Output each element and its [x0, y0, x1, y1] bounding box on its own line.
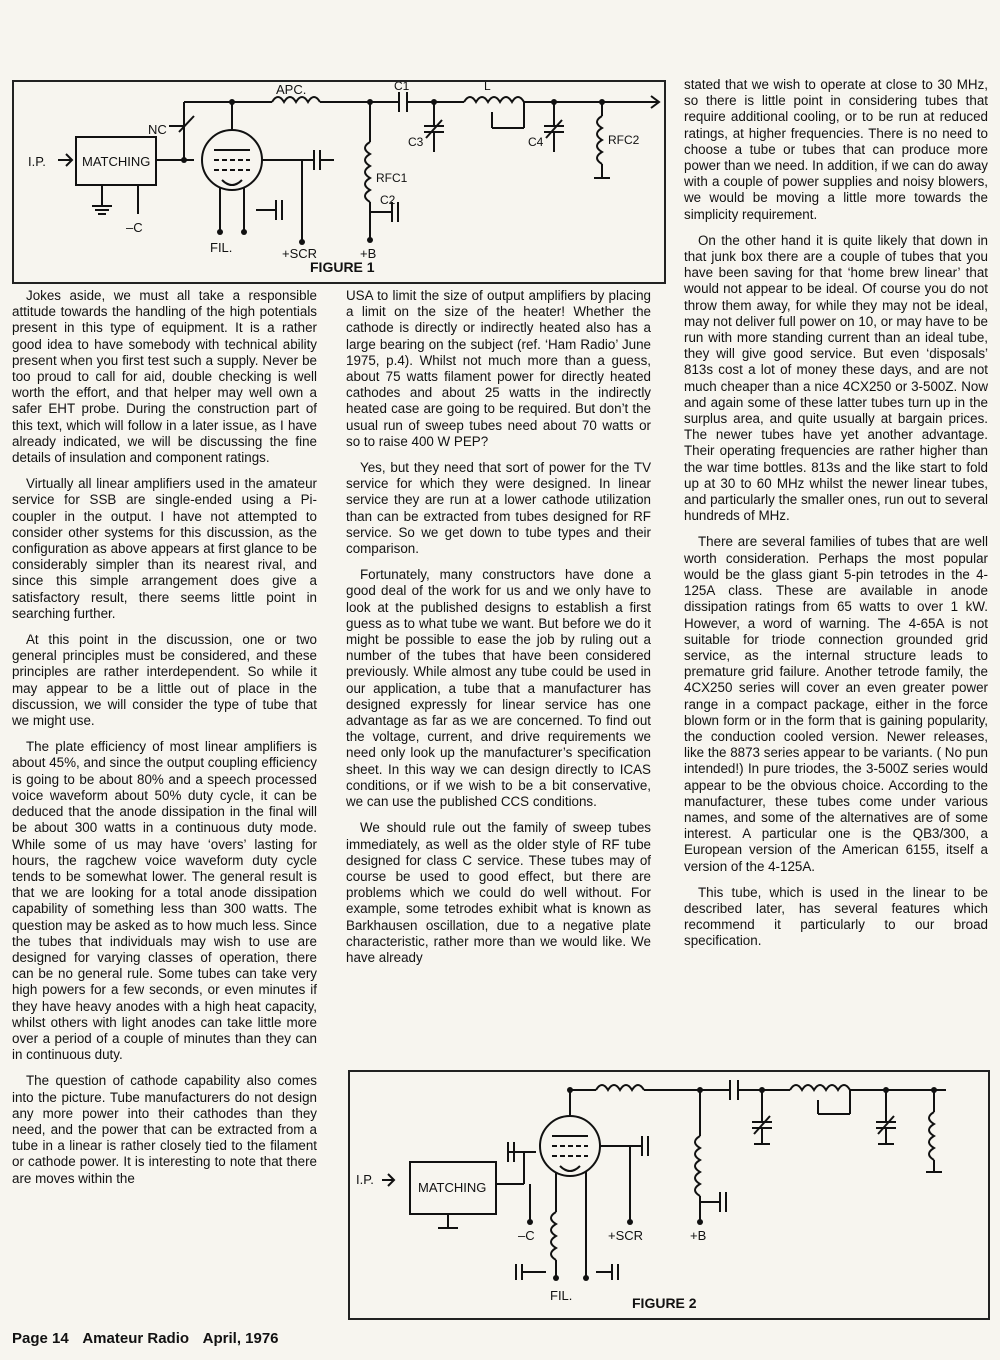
magazine-name: Amateur Radio	[82, 1330, 190, 1347]
fig1-c3-label: C3	[408, 135, 424, 149]
fig2-input-label: I.P.	[356, 1172, 374, 1187]
fig1-fil-label: FIL.	[210, 240, 233, 255]
fig2-fil-label: FIL.	[550, 1288, 573, 1303]
column-1	[12, 288, 317, 1197]
fig2-matching-label: MATCHING	[418, 1180, 487, 1195]
col2-paragraph: We should rule out the family of sweep tubes immediately, as well as the older style of RF tube designed for class C service. These tubes may of course be used to good effect, but there are problems which we could do well without. For example, some tetrodes exhibit what is known as Barkhausen oscillation, due to a negative plate characteristic, rather more than we would like. We have already	[346, 820, 651, 965]
fig1-input-label: I.P.	[28, 154, 46, 169]
fig1-rfc1-label: RFC1	[376, 171, 408, 185]
figure-1-schematic	[14, 82, 664, 282]
col2-paragraph: USA to limit the size of output amplifiers by placing a limit on the size of the heater! Whether the cathode is directly or indirectly heated also has a large bearing on the subject (ref. ‘Ham Radio’ June 1975, p.4). Whilst not much more than a guess, about 75 watts filament power for directly heated cathodes and about 25 watts in the indirectly heated case are going to be required. But don’t the usual run of sweep tubes need about 70 watts or so to raise 400 W PEP?	[346, 288, 651, 449]
page-footer	[12, 1330, 289, 1347]
fig1-l-label: L	[484, 82, 491, 93]
fig2-b-label: +B	[690, 1228, 707, 1243]
fig2-caption: FIGURE 2	[632, 1295, 697, 1311]
fig2-scr-label: +SCR	[608, 1228, 644, 1243]
fig1-b-label: +B	[360, 246, 377, 261]
col1-paragraph: Jokes aside, we must all take a responsible attitude towards the handling of the high potentials present in this type of equipment. It is a rather good idea to have somebody with technical ability present when you first test such a supply. Never be too proud to call for aid, double checking is well worth the effort, and that helper may well own a safer EHT probe. During the construction part of this text, which will follow in a later issue, as I have already indicated, we will be discussing the fine details of insulation and component ratings.	[12, 288, 317, 466]
figure-2-schematic	[350, 1072, 988, 1318]
fig1-neg-c-label: –C	[126, 220, 143, 235]
fig1-matching-label: MATCHING	[82, 154, 151, 169]
col3-paragraph: stated that we wish to operate at close to 30 MHz, so there is little point in considering tubes that require additional cooling, or to be run at reduced ratings, at higher frequencies. There is no need to choose a tube or tubes that can produce more power than we need. In addition, if we can do away with a couple of power supplies and noisy blowers, we would be moving a little more towards the simplicity requirement.	[684, 77, 988, 222]
fig1-apc-label: APC.	[276, 82, 307, 97]
fig1-c1-label: C1	[394, 82, 410, 93]
fig2-neg-c-label: –C	[518, 1228, 535, 1243]
column-2	[346, 288, 651, 976]
col1-paragraph: At this point in the discussion, one or two general principles must be considered, and these principles are rather interdependent. So while it may appear to be a little out of place in the discussion, we will consider the type of tube that we might use.	[12, 632, 317, 729]
page-number: Page 14	[12, 1330, 69, 1347]
figure-2	[348, 1070, 990, 1320]
col2-paragraph: Fortunately, many constructors have done a good deal of the work for us and we only have to look at the published designs to establish a first guess as to what tube we want. But before we do it might be possible to ease the job by ruling out a number of the tubes that have been considered previously. While almost any tube could be used in our application, a tube that a manufacturer has designed expressly for linear service has one advantage as far as we are concerned. To find out the voltage, current, and drive requirements we need only look up the manufacturer’s specification sheet. In this way we can design directly to ICAS conditions, or if we wish to be a bit conservative, we can use the published CCS conditions.	[346, 567, 651, 810]
fig1-c4-label: C4	[528, 135, 544, 149]
col3-paragraph: There are several families of tubes that are well worth consideration. Perhaps the most popular would be the glass giant 5-pin tetrodes in the 4-125A class. These are available in anode dissipation ratings from 65 watts to over 1 kW. However, a word of warning. The 4-65A is not suitable for triode connection grounded grid service, as the internal structure leads to premature grid failure. Another tetrode family, the 4CX250 series will cover an even greater power range in a compact package, either in the force blown form or in the form that is gaining popularity, the conduction cooled version. Newer releases, like the 8873 series appear to be variants. ( No pun intended!) In pure triodes, the 3-500Z series would appear to be the obvious choice. According to the manufacturer, these tubes come under various names, and some of the alternatives are of some interest. A particular one is the QB3/300, a European version of the American 6155, itself a version of the 4-125A.	[684, 534, 988, 874]
col1-paragraph: Virtually all linear amplifiers used in the amateur service for SSB are single-ended using a Pi-coupler in the output. I have not attempted to consider other systems for this discussion, as the configuration as above appears at first glance to be considerably simpler than its nearest rival, and since this simple arrangement does give a satisfactory result, there seems little point in searching further.	[12, 476, 317, 621]
col1-paragraph: The question of cathode capability also comes into the picture. Tube manufacturers do not design any more power into their cathodes than they need, and the power that can be extracted from a tube in a linear is rather closely tied to the filament or cathode power. It is interesting to note that there are moves within the	[12, 1073, 317, 1186]
issue-date: April, 1976	[202, 1330, 279, 1347]
col3-paragraph: This tube, which is used in the linear to be described later, has several features which recommend it particularly to our broad specification.	[684, 884, 988, 949]
col1-paragraph: The plate efficiency of most linear amplifiers is about 45%, and since the output coupling efficiency is going to be about 80% and a speech processed voice waveform about 50% duty cycle, it can be deduced that the anode dissipation in the final will be about 300 watts in a continuous duty mode. While some of us may have ‘overs’ lasting for hours, the ragchew voice waveform duty cycle tends to be somewhat lower. The general result is that we are looking for a total anode dissipation capability of something less than 300 watts. The question may be asked as to how much less. Since the tubes that individuals may wish to use are designed for varying classes of operation, there can be no general rule. Some tubes can take very high powers for a few seconds, or even minutes if they have heavy anodes with a high heat capacity, whilst others with light anodes can take little more over a period of a couple of minutes than they can in continuous duty.	[12, 739, 317, 1063]
fig1-c2-label: C2	[380, 193, 396, 207]
fig1-scr-label: +SCR	[282, 246, 318, 261]
fig1-nc-label: NC	[148, 122, 167, 137]
figure-1	[12, 80, 666, 284]
fig1-caption: FIGURE 1	[310, 259, 375, 275]
col2-paragraph: Yes, but they need that sort of power for the TV service for which they were designed. In linear service they are run at a lower cathode utilization than can be extracted from tubes designed for RF service. So we get down to tube types and their comparison.	[346, 460, 651, 557]
fig1-rfc2-label: RFC2	[608, 133, 640, 147]
column-3	[684, 77, 988, 960]
col3-paragraph: On the other hand it is quite likely that down in that junk box there are a couple of tubes that you have been saving for that ‘home brew linear’ that would not appear to be ideal. Of course you do not throw them away, for while they may not be ideal, may not deliver full power on 10, or may have to be run with more standing current than an ideal tube, they will give good service. But even ‘disposals’ 813s cost a lot of money these days, and are not much cheaper than a nice 4CX250 or 3-500Z. Now and again some of these latter tubes turn up in the surplus area, and quite usually at bargain prices. The newer tubes have yet another advantage. Their operating frequencies are rather higher than the war time bottles. 813s and the like start to fold up at 30 to 60 MHz whilst the newer linear tubes, and particularly the smaller ones, run out to several hundreds of MHz.	[684, 232, 988, 524]
